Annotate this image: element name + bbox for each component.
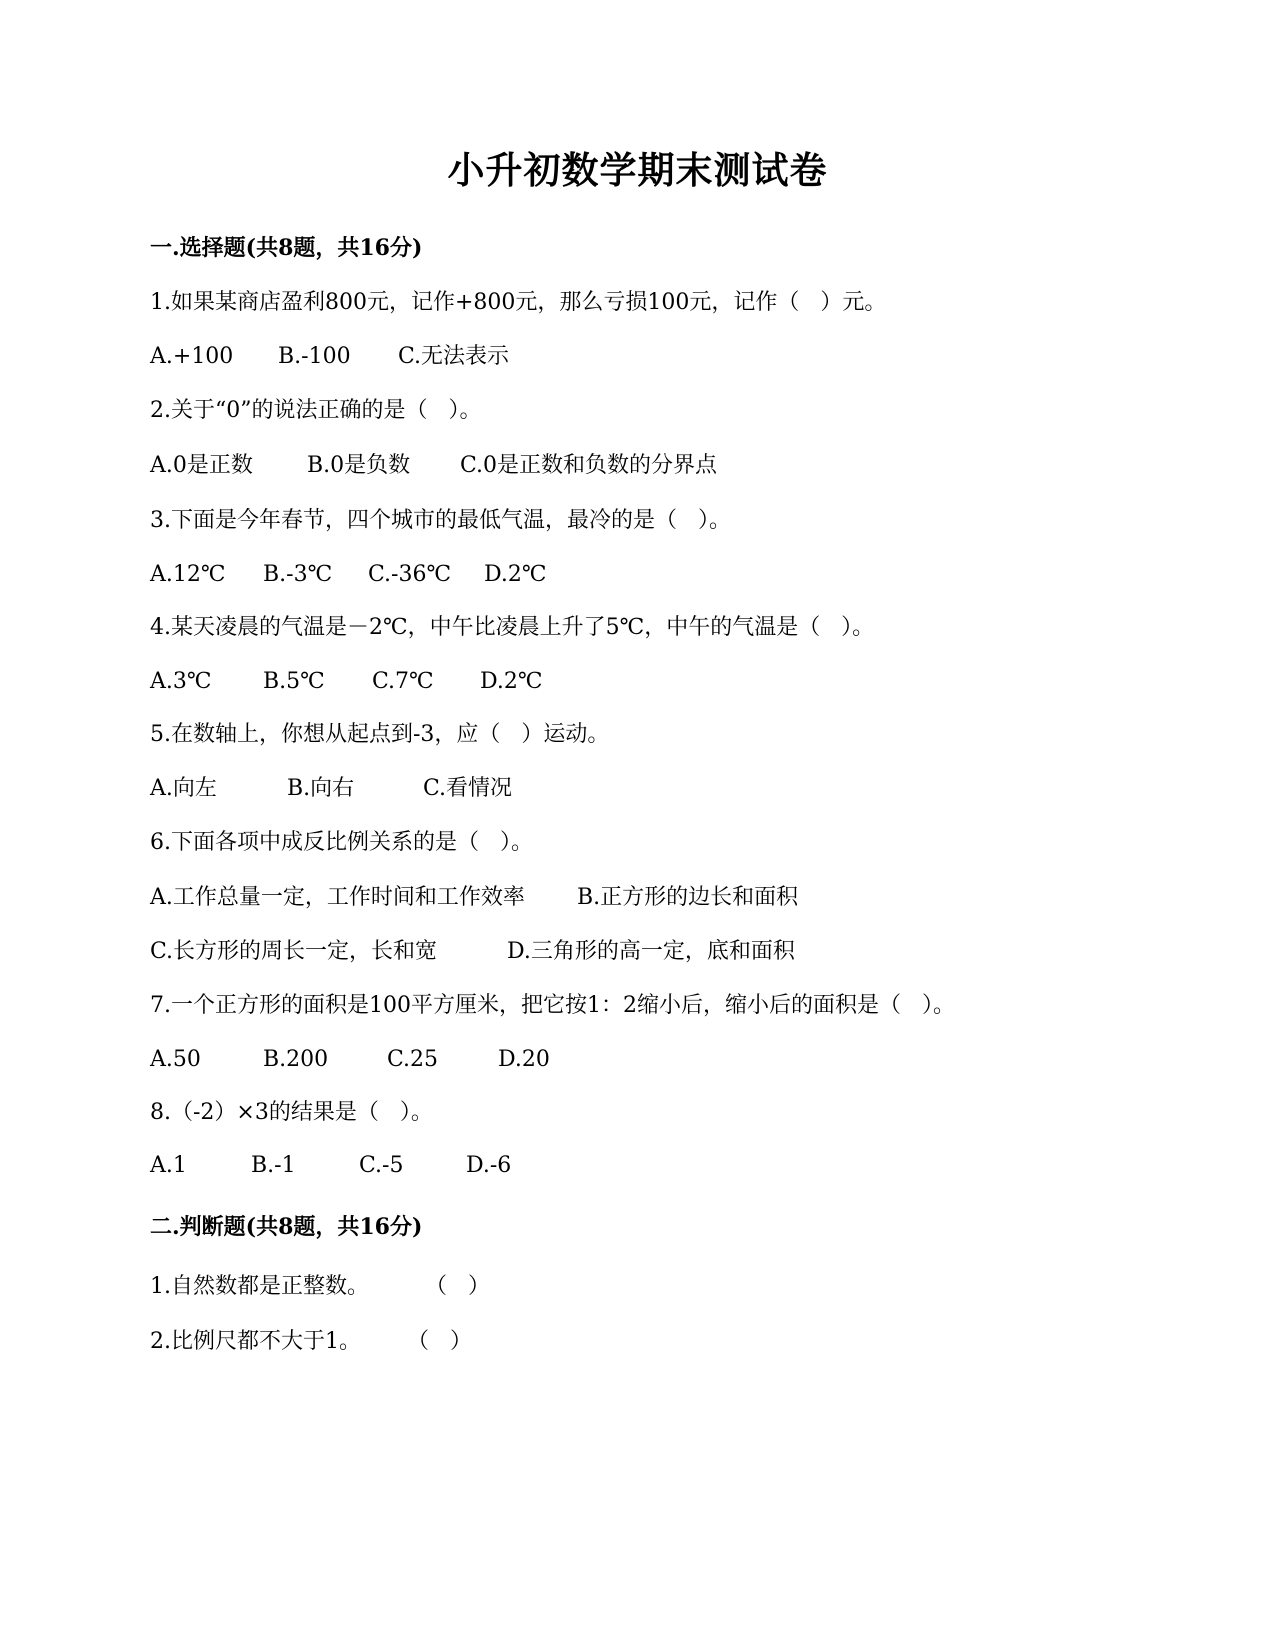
option-a: A.+100 <box>150 344 234 369</box>
option-c: C.-5 <box>359 1153 404 1178</box>
option-a: A.0是正数 <box>150 453 253 478</box>
answer-blank: （ ） <box>425 1274 490 1299</box>
option-d: D.20 <box>498 1047 550 1072</box>
section-heading-judgement: 二.判断题(共8题，共16分) <box>150 1214 423 1240</box>
question-5-options <box>150 774 513 804</box>
option-b: B.向右 <box>287 776 355 801</box>
option-b: B.-3℃ <box>263 562 333 587</box>
option-c: C.25 <box>387 1047 439 1072</box>
question-text: 2.比例尺都不大于1。 <box>150 1329 361 1354</box>
option-c: C.无法表示 <box>398 344 510 369</box>
option-d: D.2℃ <box>484 562 547 587</box>
option-b: B.200 <box>263 1047 329 1072</box>
option-a: A.工作总量一定，工作时间和工作效率 <box>150 885 525 910</box>
section-heading-choice: 一.选择题(共8题，共16分) <box>150 235 423 261</box>
question-3: 3.下面是今年春节，四个城市的最低气温，最冷的是（ ）。 <box>150 508 731 533</box>
question-8-options <box>150 1151 512 1181</box>
question-1: 1.如果某商店盈利800元，记作+800元，那么亏损100元，记作（ ）元。 <box>150 290 887 315</box>
option-b: B.-100 <box>278 344 351 369</box>
option-d: D.-6 <box>466 1153 512 1178</box>
question-1-options <box>150 342 510 372</box>
option-d: D.2℃ <box>480 669 543 694</box>
question-2-options <box>150 451 718 481</box>
option-c: C.看情况 <box>423 776 513 801</box>
question-6-options-row2 <box>150 937 795 967</box>
option-d: D.三角形的高一定，底和面积 <box>507 939 795 964</box>
question-3-options <box>150 560 547 590</box>
option-a: A.3℃ <box>150 669 212 694</box>
page-title: 小升初数学期末测试卷 <box>447 148 828 192</box>
question-6: 6.下面各项中成反比例关系的是（ ）。 <box>150 830 533 855</box>
question-8: 8.（-2）×3的结果是（ ）。 <box>150 1100 433 1125</box>
question-4-options <box>150 667 543 697</box>
judgement-question-1 <box>150 1272 490 1302</box>
question-text: 1.自然数都是正整数。 <box>150 1274 369 1299</box>
option-a: A.50 <box>150 1047 201 1072</box>
option-c: C.长方形的周长一定，长和宽 <box>150 939 438 964</box>
question-4: 4.某天凌晨的气温是－2℃，中午比凌晨上升了5℃，中午的气温是（ ）。 <box>150 615 875 640</box>
question-2: 2.关于“0”的说法正确的是（ ）。 <box>150 398 482 423</box>
judgement-question-2 <box>150 1327 472 1357</box>
question-7-options <box>150 1045 550 1075</box>
question-7: 7.一个正方形的面积是100平方厘米，把它按1：2缩小后，缩小后的面积是（ ）。 <box>150 993 955 1018</box>
option-b: B.0是负数 <box>307 453 411 478</box>
answer-blank: （ ） <box>407 1329 472 1354</box>
option-b: B.正方形的边长和面积 <box>577 885 799 910</box>
question-6-options-row1 <box>150 883 799 913</box>
option-a: A.向左 <box>150 776 217 801</box>
option-c: C.0是正数和负数的分界点 <box>460 453 718 478</box>
option-a: A.12℃ <box>150 562 226 587</box>
option-c: C.-36℃ <box>368 562 452 587</box>
option-a: A.1 <box>150 1153 187 1178</box>
option-c: C.7℃ <box>372 669 434 694</box>
option-b: B.5℃ <box>263 669 325 694</box>
question-5: 5.在数轴上，你想从起点到-3，应（ ）运动。 <box>150 722 610 747</box>
option-b: B.-1 <box>251 1153 296 1178</box>
